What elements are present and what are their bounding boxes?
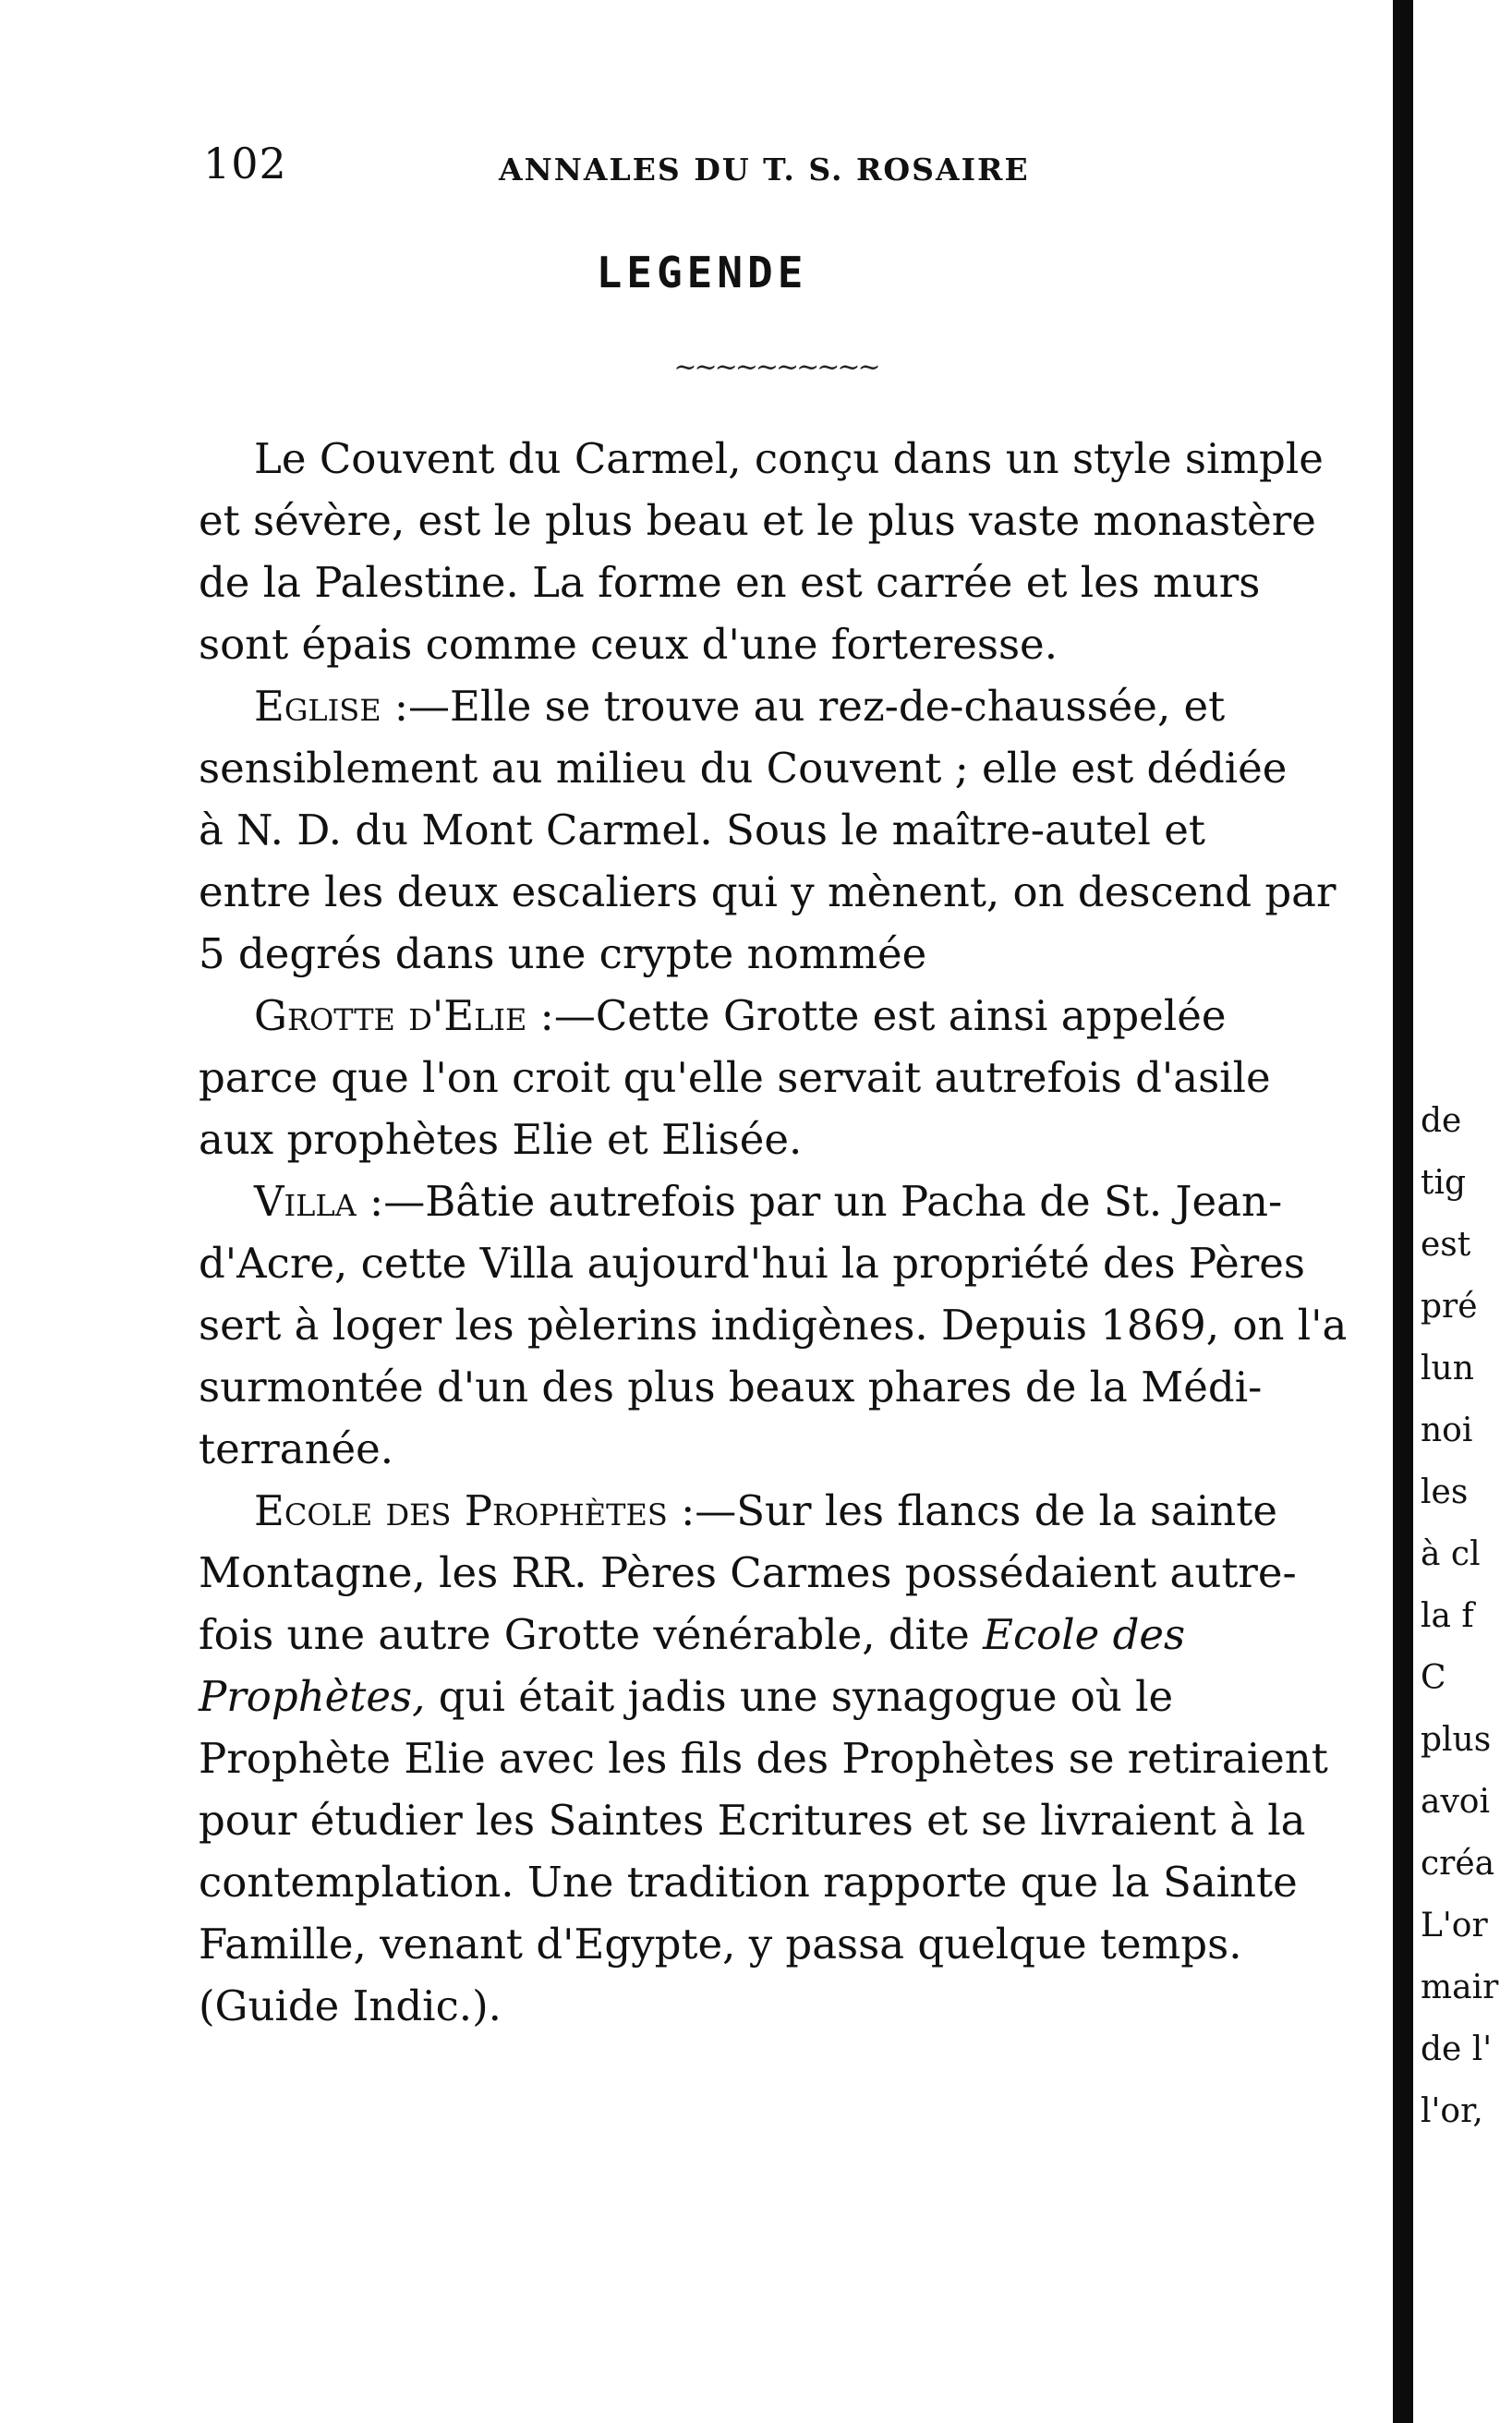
running-head (194, 139, 1191, 212)
text-line: Prophète Elie avec les fils des Prophètes se retiraient (199, 1734, 1328, 1783)
text-fragment: fois une autre Grotte vénérable, dite (199, 1610, 984, 1659)
text-fragment: :—Bâtie autrefois par un Pacha de St. Jean- (356, 1177, 1283, 1226)
text-line (199, 1666, 1381, 1727)
fragment: l'or, (1421, 2092, 1483, 2130)
fragment: C (1421, 1659, 1446, 1697)
text-line: de la Palestine. La forme en est carrée et les murs (199, 558, 1261, 607)
text-line (199, 675, 1381, 737)
text-line: sert à loger les pèlerins indigènes. Depuis 1869, on l'a (199, 1301, 1348, 1350)
text-line (199, 985, 1381, 1047)
text-line: terranée. (199, 1424, 394, 1473)
page-gutter-shadow (1393, 0, 1413, 2423)
text-fragment: :—Cette Grotte est ainsi appelée (526, 991, 1227, 1040)
text-line (199, 1604, 1381, 1666)
text-line (199, 1170, 1381, 1232)
page-number: 102 (203, 139, 287, 188)
text-line: surmontée d'un des plus beaux phares de la Médi- (199, 1363, 1263, 1411)
paragraph-ecole (199, 1480, 1381, 2037)
text-line (199, 1480, 1381, 1542)
text-line: (Guide Indic.). (199, 1981, 502, 2030)
text-line: parce que l'on croit qu'elle servait autrefois d'asile (199, 1053, 1271, 1102)
text-line: entre les deux escaliers qui y mènent, on descend par (199, 867, 1337, 916)
text-fragment: :—Elle se trouve au rez-de-chaussée, et (381, 682, 1226, 731)
text-line: pour étudier les Saintes Ecritures et se livraient à la (199, 1796, 1306, 1845)
text-line: et sévère, est le plus beau et le plus vaste monastère (199, 496, 1316, 545)
text-line: sensiblement au milieu du Couvent ; elle est dédiée (199, 744, 1288, 793)
text-line: contemplation. Une tradition rapporte que la Sainte (199, 1858, 1298, 1907)
entry-label: Grotte d'Elie (254, 991, 527, 1040)
text-line: 5 degrés dans une crypte nommée (199, 929, 927, 978)
italic-phrase: Ecole des (983, 1610, 1186, 1659)
fragment: est (1421, 1226, 1471, 1264)
fragment: pré (1421, 1288, 1478, 1326)
adjacent-page-fragments (1421, 1090, 1508, 2142)
fragment: les (1421, 1473, 1469, 1511)
heading-ornament: ~~~~~~~~~~ (673, 351, 878, 383)
text-line: sont épais comme ceux d'une forteresse. (199, 620, 1058, 669)
paragraph-grotte (199, 985, 1381, 1170)
fragment: créa (1421, 1845, 1495, 1883)
fragment: noi (1421, 1411, 1473, 1449)
text-line: Famille, venant d'Egypte, y passa quelque temps. (199, 1920, 1242, 1969)
fragment: L'or (1421, 1907, 1488, 1944)
text-line: d'Acre, cette Villa aujourd'hui la propriété des Pères (199, 1239, 1306, 1288)
fragment: avoi (1421, 1783, 1490, 1821)
paragraph-villa (199, 1170, 1381, 1480)
section-heading: LEGENDE (596, 248, 808, 297)
fragment: tig (1421, 1164, 1467, 1202)
entry-label: Eglise (254, 682, 381, 731)
text-line: Montagne, les RR. Pères Carmes possédaient autre- (199, 1548, 1297, 1597)
paragraph-intro (199, 428, 1381, 675)
fragment: de (1421, 1102, 1462, 1140)
text-line: aux prophètes Elie et Elisée. (199, 1115, 803, 1164)
journal-title: ANNALES DU T. S. ROSAIRE (499, 151, 1030, 188)
entry-label: Ecole des Prophètes (254, 1486, 668, 1535)
fragment: la f (1421, 1597, 1474, 1635)
italic-phrase: Prophètes, (199, 1672, 426, 1721)
fragment: lun (1421, 1350, 1474, 1387)
fragment: mair (1421, 1969, 1499, 2006)
fragment: à cl (1421, 1535, 1481, 1573)
fragment: plus (1421, 1721, 1492, 1759)
paragraph-eglise (199, 675, 1381, 985)
text-fragment: :—Sur les flancs de la sainte (667, 1486, 1277, 1535)
fragment: de l' (1421, 2030, 1493, 2068)
entry-label: Villa (254, 1177, 357, 1226)
text-fragment: qui était jadis une synagogue où le (425, 1672, 1174, 1721)
text-line: Le Couvent du Carmel, conçu dans un style simple (254, 434, 1324, 483)
body-text (199, 428, 1381, 2037)
text-line: à N. D. du Mont Carmel. Sous le maître-autel et (199, 806, 1205, 854)
